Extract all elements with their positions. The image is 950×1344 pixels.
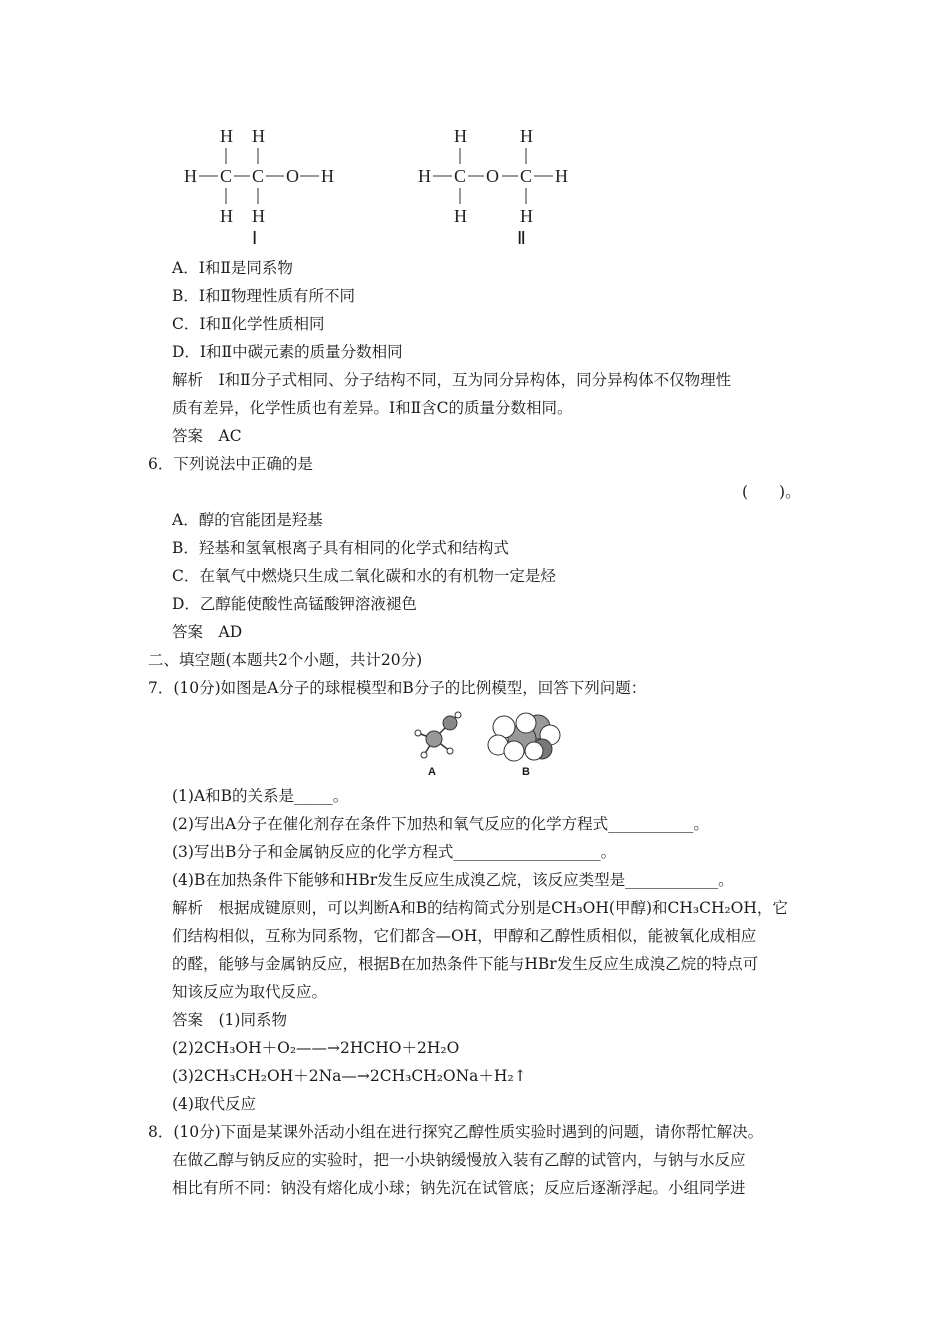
- q8-line-1: 8．(10分)下面是某课外活动小组在进行探究乙醇性质实验时遇到的问题，请你帮忙解决。: [148, 1123, 764, 1141]
- q6-option-d: D．乙醇能使酸性高锰酸钾溶液褪色: [172, 595, 417, 613]
- model-a-label: A: [428, 766, 436, 778]
- q5-answer: 答案 AC: [172, 427, 242, 445]
- q7-sub-3: (3)写出B分子和金属钠反应的化学方程式___________________。: [172, 843, 617, 861]
- q7-stem: 7．(10分)如图是A分子的球棍模型和B分子的比例模型，回答下列问题：: [148, 679, 647, 697]
- q7-answer-2: (2)2CH₃OH＋O₂——→2HCHO＋2H₂O: [172, 1039, 460, 1057]
- svg-text:O: O: [286, 166, 299, 186]
- q7-sub-1: (1)A和B的关系是_____。: [172, 787, 349, 805]
- structure-II-label: Ⅱ: [517, 228, 526, 248]
- q8-line-2: 在做乙醇与钠反应的实验时，把一小块钠缓慢放入装有乙醇的试管内，与钠与水反应: [172, 1151, 746, 1169]
- svg-text:H: H: [252, 126, 265, 146]
- q8-line-3: 相比有所不同：钠没有熔化成小球；钠先沉在试管底；反应后逐渐浮起。小组同学进: [172, 1179, 746, 1197]
- q5-option-d: D．Ⅰ和Ⅱ中碳元素的质量分数相同: [172, 343, 403, 361]
- q7-answer-4: (4)取代反应: [172, 1095, 256, 1113]
- svg-text:C: C: [454, 166, 467, 186]
- q6-option-a: A．醇的官能团是羟基: [172, 511, 323, 529]
- q6-option-b: B．羟基和氢氧根离子具有相同的化学式和结构式: [172, 539, 509, 557]
- q7-analysis-line-4: 知该反应为取代反应。: [172, 983, 328, 1001]
- space-filling-model-b: [488, 713, 560, 761]
- q7-analysis-line-1: 解析 根据成键原则，可以判断A和B的结构简式分别是CH₃OH(甲醇)和CH₃CH₂OH，它: [172, 899, 788, 917]
- svg-text:C: C: [252, 166, 265, 186]
- model-b-label: B: [522, 766, 530, 778]
- q5-option-a: A．Ⅰ和Ⅱ是同系物: [172, 259, 293, 277]
- svg-text:H: H: [520, 126, 533, 146]
- svg-text:O: O: [486, 166, 499, 186]
- q6-option-c: C．在氧气中燃烧只生成二氧化碳和水的有机物一定是烃: [172, 567, 556, 585]
- svg-text:H: H: [220, 126, 233, 146]
- svg-text:H: H: [520, 206, 533, 226]
- svg-text:H: H: [454, 126, 467, 146]
- q5-analysis-line-1: 解析 Ⅰ和Ⅱ分子式相同、分子结构不同，互为同分异构体，同分异构体不仅物理性: [172, 371, 732, 389]
- q7-answer-3: (3)2CH₃CH₂OH＋2Na—→2CH₃CH₂ONa＋H₂↑: [172, 1067, 527, 1085]
- q7-sub-4: (4)B在加热条件下能够和HBr发生反应生成溴乙烷，该反应类型是____________。: [172, 871, 734, 889]
- structural-formula-I: [180, 120, 350, 250]
- svg-text:C: C: [220, 166, 233, 186]
- q7-sub-2: (2)写出A分子在催化剂存在条件下加热和氧气反应的化学方程式___________。: [172, 815, 709, 833]
- svg-text:H: H: [555, 166, 568, 186]
- svg-text:H: H: [454, 206, 467, 226]
- q6-answer: 答案 AD: [172, 623, 243, 641]
- q5-option-c: C．Ⅰ和Ⅱ化学性质相同: [172, 315, 325, 333]
- q6-answer-paren: ( )。: [742, 483, 801, 501]
- section-2-heading: 二、填空题(本题共2个小题，共计20分): [148, 651, 423, 669]
- q7-analysis-line-2: 们结构相似，互称为同系物，它们都含—OH，甲醇和乙醇性质相似，能被氧化成相应: [172, 927, 757, 945]
- svg-text:H: H: [184, 166, 197, 186]
- q5-option-b: B．Ⅰ和Ⅱ物理性质有所不同: [172, 287, 356, 305]
- structure-I-label: Ⅰ: [252, 228, 258, 248]
- svg-text:H: H: [321, 166, 334, 186]
- q6-stem: 6．下列说法中正确的是: [148, 455, 313, 473]
- svg-text:H: H: [418, 166, 431, 186]
- svg-text:H: H: [220, 206, 233, 226]
- q7-analysis-line-3: 的醛，能够与金属钠反应，根据B在加热条件下能与HBr发生反应生成溴乙烷的特点可: [172, 955, 759, 973]
- svg-text:H: H: [252, 206, 265, 226]
- structural-formula-II: [414, 120, 584, 250]
- q7-answer-1: 答案 (1)同系物: [172, 1011, 287, 1029]
- q5-analysis-line-2: 质有差异，化学性质也有差异。Ⅰ和Ⅱ含C的质量分数相同。: [172, 399, 573, 417]
- svg-text:C: C: [520, 166, 533, 186]
